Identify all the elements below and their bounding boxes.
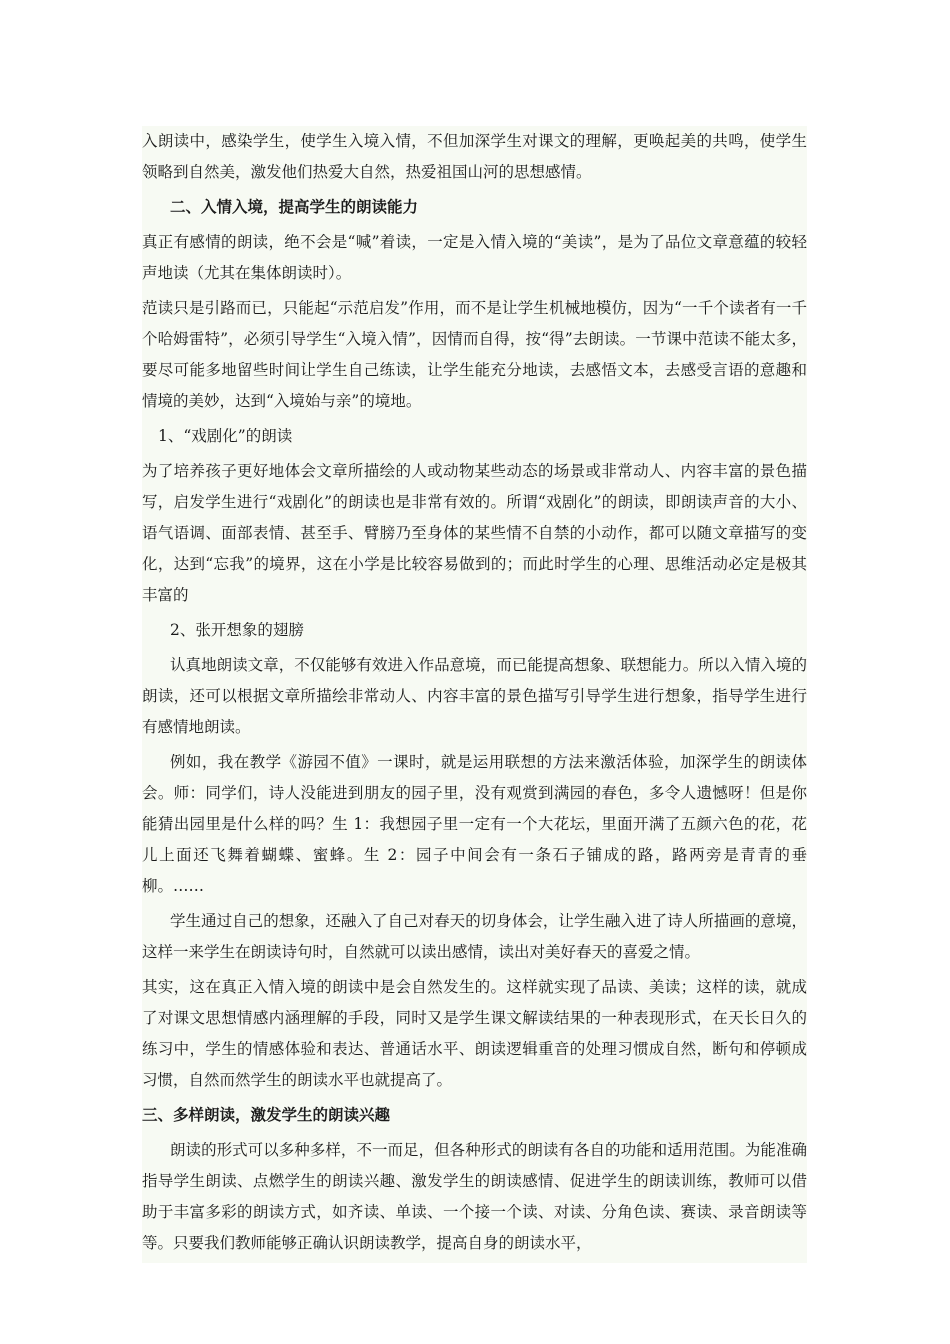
paragraph: 为了培养孩子更好地体会文章所描绘的人或动物某些动态的场景或非常动人、内容丰富的景色描写，启发学生进行“戏剧化”的朗读也是非常有效的。所谓“戏剧化”的朗读，即朗读声音的大小、语气语调、面部表情、甚至手、臂膀乃至身体的某些情不自禁的小动作，都可以随文章描写的变化，达到“忘我”的境界，这在小学是比较容易做到的；而此时学生的心理、思维活动必定是极其丰富的 [142, 462, 807, 604]
paragraph: 朗读的形式可以多种多样，不一而足，但各种形式的朗读有各自的功能和适用范围。为能准确指导学生朗读、点燃学生的朗读兴趣、激发学生的朗读感情、促进学生的朗读训练，教师可以借助于丰富多彩的朗读方式，如齐读、单读、一个接一个读、对读、分角色读、赛读、录音朗读等等。只要我们教师能够正确认识朗读教学，提高自身的朗读水平， [142, 1141, 807, 1252]
paragraph: 入朗读中，感染学生，使学生入境入情，不但加深学生对课文的理解，更唤起美的共鸣，使学生领略到自然美，激发他们热爱大自然，热爱祖国山河的思想感情。 [142, 132, 807, 181]
paragraph: 范读只是引路而已，只能起“示范启发”作用，而不是让学生机械地模仿，因为“一千个读者有一千个哈姆雷特”，必须引导学生“入境入情”，因情而自得，按“得”去朗读。一节课中范读不能太多，要尽可能多地留些时间让学生自己练读，让学生能充分地读，去感悟文本，去感受言语的意趣和情境的美妙，达到“入境始与亲”的境地。 [142, 299, 807, 410]
paragraph: 其实，这在真正入情入境的朗读中是会自然发生的。这样就实现了品读、美读；这样的读，就成了对课文思想情感内涵理解的手段，同时又是学生课文解读结果的一种表现形式，在天长日久的练习中，学生的情感体验和表达、普通话水平、朗读逻辑重音的处理习惯成自然，断句和停顿成习惯，自然而然学生的朗读水平也就提高了。 [142, 978, 807, 1089]
section-heading: 二、入情入境，提高学生的朗读能力 [170, 198, 419, 216]
paragraph: 学生通过自己的想象，还融入了自己对春天的切身体会，让学生融入进了诗人所描画的意境，这样一来学生在朗读诗句时，自然就可以读出感情，读出对美好春天的喜爱之情。 [142, 912, 807, 961]
paragraph: 真正有感情的朗读，绝不会是“喊”着读，一定是入情入境的“美读”，是为了品位文章意蕴的较轻声地读（尤其在集体朗读时）。 [142, 233, 807, 282]
paragraph: 例如，我在教学《游园不值》一课时，就是运用联想的方法来激活体验，加深学生的朗读体会。师：同学们，诗人没能进到朋友的园子里，没有观赏到满园的春色，多令人遗憾呀！但是你能猜出园里是什么样的吗？生 1：我想园子里一定有一个大花坛，里面开满了五颜六色的花，花儿上面还飞舞着蝴蝶、蜜蜂。生 2：园子中间会有一条石子铺成的路，路两旁是青青的垂柳。…… [142, 753, 807, 895]
section-heading: 三、多样朗读，激发学生的朗读兴趣 [142, 1106, 391, 1124]
subsection-heading: 2、张开想象的翅膀 [170, 621, 304, 639]
paragraph: 认真地朗读文章，不仅能够有效进入作品意境，而已能提高想象、联想能力。所以入情入境的朗读，还可以根据文章所描绘非常动人、内容丰富的景色描写引导学生进行想象，指导学生进行有感情地朗读。 [142, 656, 807, 736]
subsection-heading: 1、“戏剧化”的朗读 [158, 427, 293, 445]
document-body [142, 126, 807, 1263]
